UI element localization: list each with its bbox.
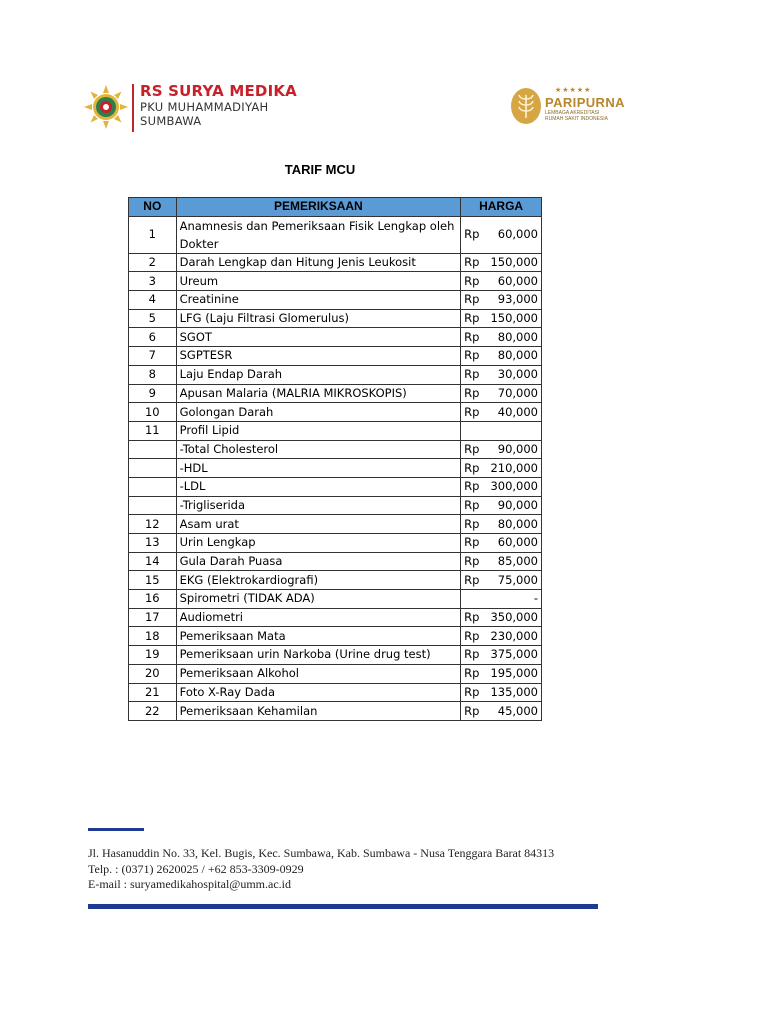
- price-cell: [461, 216, 542, 253]
- accreditation-body: LEMBAGA AKREDITASI: [545, 110, 600, 116]
- footer-phone: Telp. : (0371) 2620025 / +62 853-3309-0929: [88, 861, 304, 876]
- price-amount: 93,000: [497, 292, 538, 307]
- row-number: [129, 477, 177, 496]
- price-cell: [461, 291, 542, 310]
- currency-label: Rp: [464, 292, 480, 307]
- currency-label: Rp: [464, 479, 480, 494]
- table-row: [129, 627, 542, 646]
- currency-label: Rp: [464, 404, 480, 419]
- currency-label: Rp: [464, 348, 480, 363]
- table-row: [129, 328, 542, 347]
- currency-label: Rp: [464, 684, 480, 699]
- table-body: [129, 216, 542, 720]
- price-cell: [461, 571, 542, 590]
- table-row: [129, 515, 542, 534]
- row-number: [129, 496, 177, 515]
- table-row: [129, 664, 542, 683]
- examination-name: Urin Lengkap: [176, 534, 461, 553]
- row-number: 12: [129, 515, 177, 534]
- row-number: 19: [129, 646, 177, 665]
- accreditation-label: [545, 86, 625, 122]
- examination-name: EKG (Elektrokardiografi): [176, 571, 461, 590]
- price-amount: 90,000: [497, 497, 538, 512]
- examination-name: SGOT: [176, 328, 461, 347]
- currency-label: Rp: [464, 273, 480, 288]
- currency-label: Rp: [464, 311, 480, 326]
- table-row: [129, 552, 542, 571]
- currency-label: Rp: [464, 610, 480, 625]
- examination-name: Apusan Malaria (MALRIA MIKROSKOPIS): [176, 384, 461, 403]
- examination-name: Laju Endap Darah: [176, 365, 461, 384]
- currency-label: Rp: [464, 535, 480, 550]
- footer-accent-line: [88, 828, 144, 831]
- row-number: 4: [129, 291, 177, 310]
- price-amount: 150,000: [490, 255, 538, 270]
- row-number: 9: [129, 384, 177, 403]
- table-row: [129, 291, 542, 310]
- accreditation-body-sub: RUMAH SAKIT INDONESIA: [545, 116, 608, 122]
- price-amount: 40,000: [497, 404, 538, 419]
- table-row: [129, 440, 542, 459]
- price-cell: [461, 440, 542, 459]
- currency-label: Rp: [464, 554, 480, 569]
- currency-label: Rp: [464, 647, 480, 662]
- table-row: [129, 496, 542, 515]
- price-amount: 150,000: [490, 311, 538, 326]
- row-number: 22: [129, 702, 177, 721]
- price-amount: 30,000: [497, 367, 538, 382]
- currency-label: Rp: [464, 572, 480, 587]
- row-number: 1: [129, 216, 177, 253]
- currency-label: Rp: [464, 628, 480, 643]
- examination-name: Profil Lipid: [176, 421, 461, 440]
- table-row: [129, 309, 542, 328]
- currency-label: Rp: [464, 227, 480, 242]
- price-amount: 60,000: [497, 535, 538, 550]
- examination-name: Audiometri: [176, 608, 461, 627]
- price-amount: 300,000: [490, 479, 538, 494]
- price-cell: [461, 253, 542, 272]
- price-cell: [461, 403, 542, 422]
- examination-name: Asam urat: [176, 515, 461, 534]
- price-cell: [461, 683, 542, 702]
- examination-name: Darah Lengkap dan Hitung Jenis Leukosit: [176, 253, 461, 272]
- currency-label: Rp: [464, 367, 480, 382]
- document-title: TARIF MCU: [284, 162, 356, 177]
- table-row: [129, 272, 542, 291]
- table-row: [129, 365, 542, 384]
- column-header-examination: PEMERIKSAAN: [176, 198, 461, 217]
- column-header-no: NO: [129, 198, 177, 217]
- row-number: 15: [129, 571, 177, 590]
- price-amount: 75,000: [497, 572, 538, 587]
- price-amount: 90,000: [497, 441, 538, 456]
- footer-bottom-line: [88, 904, 598, 909]
- table-row: [129, 590, 542, 609]
- price-amount: 60,000: [497, 273, 538, 288]
- price-cell: [461, 664, 542, 683]
- currency-label: Rp: [464, 329, 480, 344]
- examination-name: -LDL: [176, 477, 461, 496]
- price-table: [128, 197, 542, 721]
- price-cell: [461, 477, 542, 496]
- row-number: 8: [129, 365, 177, 384]
- hospital-logo-icon: [84, 82, 128, 132]
- price-amount: 195,000: [490, 666, 538, 681]
- price-cell: [461, 459, 542, 478]
- currency-label: Rp: [464, 441, 480, 456]
- footer-contact: [88, 846, 554, 893]
- currency-label: Rp: [464, 255, 480, 270]
- table-row: [129, 459, 542, 478]
- table-row: [129, 347, 542, 366]
- examination-name: Creatinine: [176, 291, 461, 310]
- footer-email: E-mail : suryamedikahospital@umm.ac.id: [88, 877, 292, 891]
- examination-name: LFG (Laju Filtrasi Glomerulus): [176, 309, 461, 328]
- hospital-identity: [140, 82, 297, 128]
- row-number: 11: [129, 421, 177, 440]
- row-number: 14: [129, 552, 177, 571]
- price-cell: [461, 272, 542, 291]
- price-amount: 210,000: [490, 460, 538, 475]
- table-row: [129, 683, 542, 702]
- examination-name: Pemeriksaan Alkohol: [176, 664, 461, 683]
- price-cell: [461, 384, 542, 403]
- price-amount: 80,000: [497, 329, 538, 344]
- price-amount: 80,000: [497, 516, 538, 531]
- table-row: [129, 702, 542, 721]
- price-amount: 135,000: [490, 684, 538, 699]
- row-number: 2: [129, 253, 177, 272]
- price-cell: [461, 496, 542, 515]
- table-row: [129, 571, 542, 590]
- price-amount: 60,000: [497, 227, 538, 242]
- row-number: 10: [129, 403, 177, 422]
- price-amount: 85,000: [497, 554, 538, 569]
- table-row: [129, 384, 542, 403]
- currency-label: Rp: [464, 497, 480, 512]
- price-cell: [461, 365, 542, 384]
- price-cell: [461, 702, 542, 721]
- currency-label: Rp: [464, 385, 480, 400]
- price-cell: [461, 347, 542, 366]
- table-row: [129, 403, 542, 422]
- row-number: 3: [129, 272, 177, 291]
- price-amount: 375,000: [490, 647, 538, 662]
- examination-name: Ureum: [176, 272, 461, 291]
- examination-name: Pemeriksaan urin Narkoba (Urine drug test): [176, 646, 461, 665]
- examination-name: -Total Cholesterol: [176, 440, 461, 459]
- accreditation-title: PARIPURNA: [545, 95, 625, 110]
- row-number: 6: [129, 328, 177, 347]
- table-row: [129, 253, 542, 272]
- examination-name: Spirometri (TIDAK ADA): [176, 590, 461, 609]
- price-amount: 80,000: [497, 348, 538, 363]
- table-header-row: [129, 198, 542, 217]
- header-divider: [132, 84, 134, 132]
- price-cell: [461, 421, 542, 440]
- currency-label: Rp: [464, 703, 480, 718]
- row-number: 13: [129, 534, 177, 553]
- row-number: 5: [129, 309, 177, 328]
- column-header-price: HARGA: [461, 198, 542, 217]
- hospital-affiliation: PKU MUHAMMADIYAH: [140, 100, 269, 114]
- table-row: [129, 477, 542, 496]
- price-cell: [461, 328, 542, 347]
- examination-name: Gula Darah Puasa: [176, 552, 461, 571]
- table-row: [129, 216, 542, 253]
- examination-name: -Trigliserida: [176, 496, 461, 515]
- price-cell: [461, 309, 542, 328]
- price-amount: 350,000: [490, 610, 538, 625]
- currency-label: Rp: [464, 516, 480, 531]
- price-cell: [461, 646, 542, 665]
- row-number: 17: [129, 608, 177, 627]
- currency-label: Rp: [464, 666, 480, 681]
- examination-name: Pemeriksaan Kehamilan: [176, 702, 461, 721]
- row-number: 7: [129, 347, 177, 366]
- table-row: [129, 608, 542, 627]
- table-row: [129, 421, 542, 440]
- price-amount: 45,000: [497, 703, 538, 718]
- price-cell: -: [461, 590, 542, 609]
- examination-name: Pemeriksaan Mata: [176, 627, 461, 646]
- examination-name: SGPTESR: [176, 347, 461, 366]
- row-number: 16: [129, 590, 177, 609]
- row-number: [129, 459, 177, 478]
- hospital-city: SUMBAWA: [140, 114, 202, 128]
- price-cell: [461, 552, 542, 571]
- examination-name: Anamnesis dan Pemeriksaan Fisik Lengkap oleh Dokter: [176, 216, 461, 253]
- hospital-name: RS SURYA MEDIKA: [140, 82, 297, 100]
- accreditation-badge-icon: [510, 86, 542, 126]
- examination-name: Golongan Darah: [176, 403, 461, 422]
- price-amount: 230,000: [490, 628, 538, 643]
- table-row: [129, 534, 542, 553]
- row-number: 20: [129, 664, 177, 683]
- table-row: [129, 646, 542, 665]
- price-cell: [461, 608, 542, 627]
- star-rating-icon: ★★★★★: [555, 87, 592, 94]
- footer-address: Jl. Hasanuddin No. 33, Kel. Bugis, Kec. Sumbawa, Kab. Sumbawa - Nusa Tenggara Barat 84313: [88, 846, 555, 860]
- price-cell: [461, 534, 542, 553]
- price-amount: 70,000: [497, 385, 538, 400]
- price-cell: [461, 627, 542, 646]
- price-cell: [461, 515, 542, 534]
- row-number: [129, 440, 177, 459]
- row-number: 21: [129, 683, 177, 702]
- row-number: 18: [129, 627, 177, 646]
- examination-name: Foto X-Ray Dada: [176, 683, 461, 702]
- examination-name: -HDL: [176, 459, 461, 478]
- currency-label: Rp: [464, 460, 480, 475]
